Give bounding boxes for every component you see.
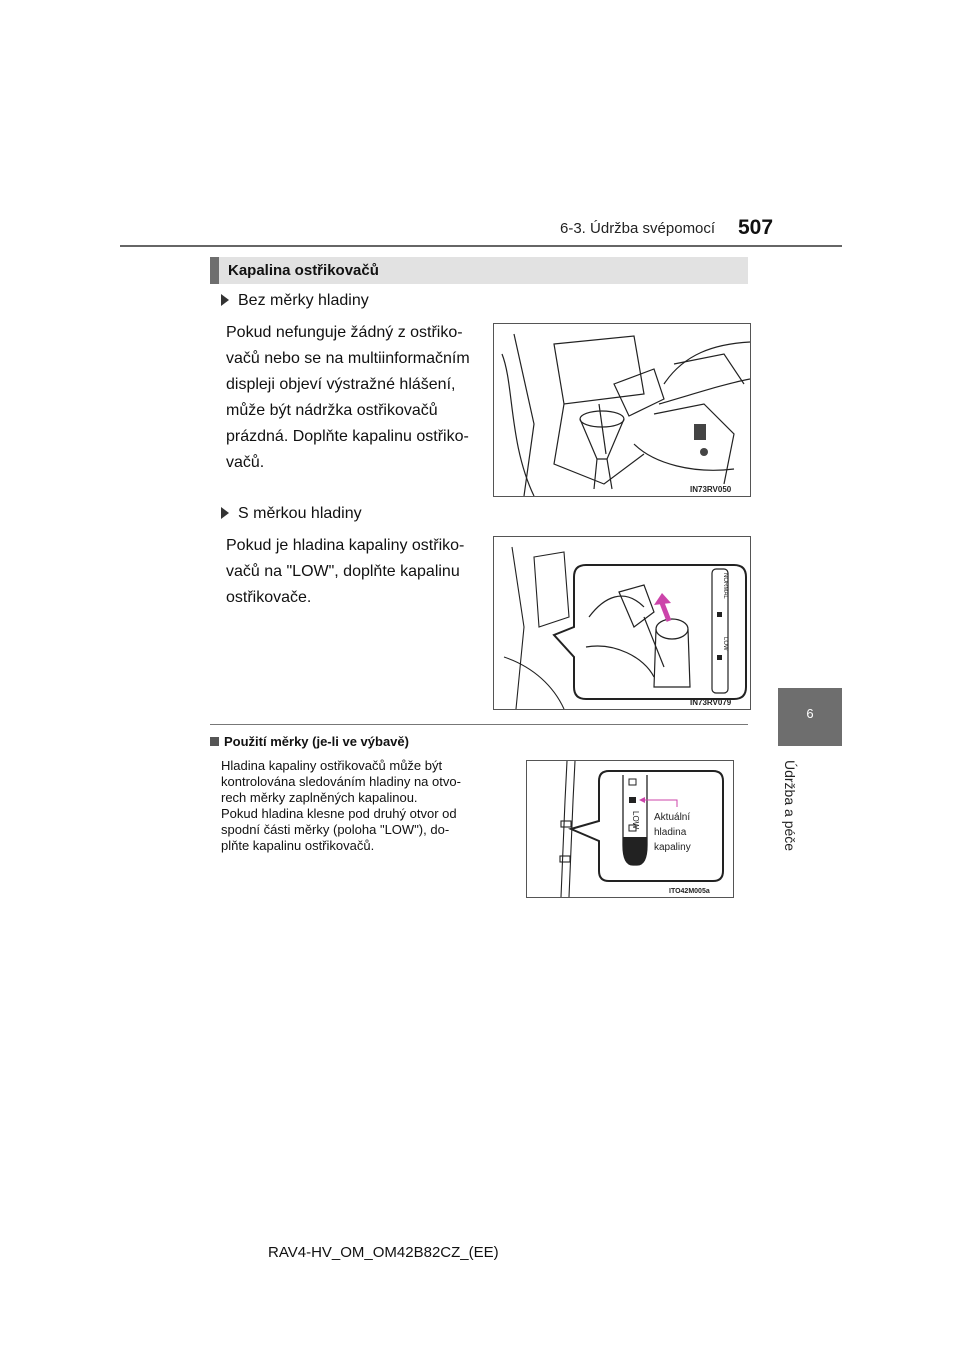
item2-line: ostřikovače. [226,589,312,606]
note-paragraph [221,758,491,854]
page-number: 507 [738,216,774,239]
callout-line-1: Aktuální [654,812,691,823]
note-heading-text: Použití měrky (je-li ve výbavě) [224,734,409,749]
item2-heading [221,505,362,523]
chapter-label-vertical [776,760,806,860]
note-line: spodní části měrky (poloha "LOW"), do- [221,822,450,837]
chapter-number: 6 [806,706,814,721]
chapter-label: Údržba a péče [782,760,798,852]
gauge-refill-illustration [494,537,750,709]
note-line: kontrolována sledováním hladiny na otvo- [221,774,461,789]
callout-line-2: hladina [654,827,687,838]
figure-gauge-detail [526,760,734,898]
item2-paragraph [226,533,477,611]
note-line: Hladina kapaliny ostřikovačů může být [221,758,443,773]
item1-heading [221,292,369,310]
figure-refill-no-gauge [493,323,751,497]
item1-line: displeji objeví výstražné hlášení, [226,376,456,393]
figure3-code: ITO42M005a [669,888,710,895]
section-heading-bar [210,257,219,284]
section-title: Kapalina ostřikovačů [228,262,379,279]
refill-illustration [494,324,750,496]
square-bullet-icon [210,737,219,746]
item2-line: Pokud je hladina kapaliny ostřiko- [226,537,465,554]
manual-id-footer: RAV4-HV_OM_OM42B82CZ_(EE) [268,1244,499,1261]
figure1-code: IN73RV050 [690,485,732,494]
item1-paragraph [226,320,477,476]
detail-low-label: LOW [631,811,640,830]
gauge-normal-label: NORMAL [722,573,728,599]
note-line: Pokud hladina klesne pod druhý otvor od [221,806,457,821]
item1-line: prázdná. Doplňte kapalinu ostřiko- [226,428,469,445]
header-section-title: 6-3. Údržba svépomocí [560,220,716,237]
item1-line: Pokud nefunguje žádný z ostřiko- [226,324,463,341]
note-line: plňte kapalinu ostřikovačů. [221,838,375,853]
item1-line: vačů nebo se na multiinformačním [226,350,470,367]
item2-heading-text: S měrkou hladiny [238,505,362,522]
triangle-bullet-icon [221,507,229,519]
note-line: rech měrky zaplněných kapalinou. [221,790,418,805]
gauge-low-label: LOW [722,637,728,651]
item2-line: vačů na "LOW", doplňte kapalinu [226,563,460,580]
item1-heading-text: Bez měrky hladiny [238,292,369,309]
header-divider [120,245,842,247]
gauge-detail-illustration [527,761,733,897]
item1-line: může být nádržka ostřikovačů [226,402,438,419]
triangle-bullet-icon [221,294,229,306]
callout-line-3: kapaliny [654,842,691,853]
figure-refill-with-gauge [493,536,751,710]
note-heading [210,734,409,749]
figure2-code: IN73RV079 [690,698,732,707]
section-divider [210,724,748,725]
item1-line: vačů. [226,454,265,471]
